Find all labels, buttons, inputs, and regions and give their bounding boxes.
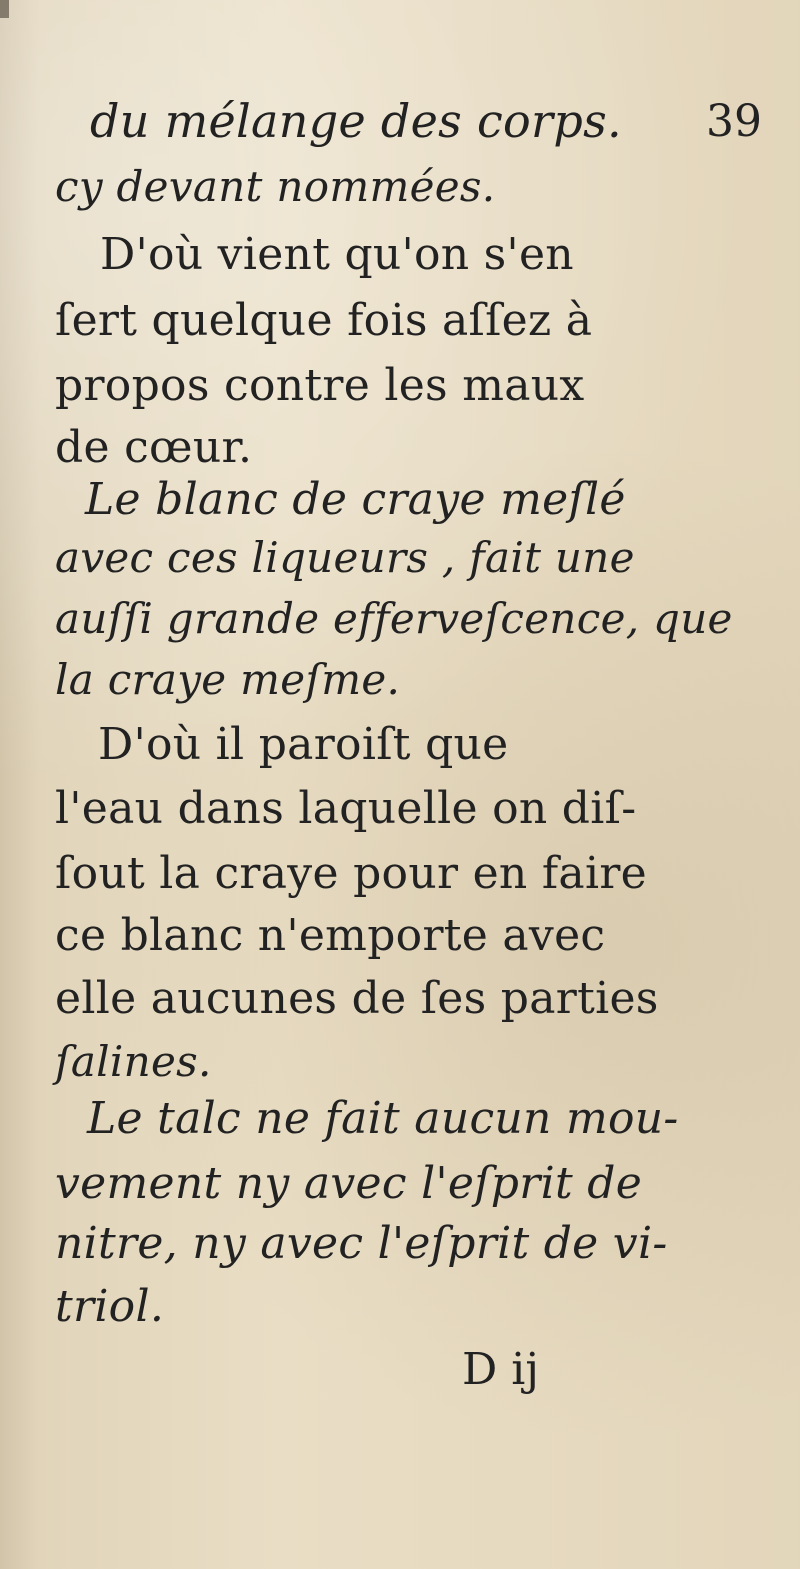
text-line-15: ſalines. — [55, 1037, 212, 1086]
page-number: 39 — [706, 96, 762, 147]
text-line-12: ſout la craye pour en faire — [55, 848, 648, 899]
text-line-6: Le blanc de craye meſlé — [85, 474, 626, 525]
text-line-18: nitre, ny avec l'eſprit de vi- — [55, 1218, 668, 1269]
text-line-7: avec ces liqueurs , fait une — [55, 533, 635, 582]
text-line-2: D'où vient qu'on s'en — [100, 229, 574, 280]
text-line-10: D'où il paroiſt que — [98, 719, 509, 770]
text-line-11: l'eau dans laquelle on diſ- — [55, 783, 637, 834]
text-line-5: de cœur. — [55, 422, 253, 473]
text-line-17: vement ny avec l'eſprit de — [55, 1158, 643, 1209]
text-line-1: cy devant nommées. — [55, 162, 496, 211]
text-line-3: ſert quelque fois aſſez à — [55, 295, 593, 346]
signature-mark: D ij — [462, 1344, 539, 1395]
running-header: du mélange des corps. — [90, 94, 622, 148]
text-line-13: ce blanc n'emporte avec — [55, 910, 606, 961]
page-edge-mark — [0, 0, 9, 18]
text-line-4: propos contre les maux — [55, 360, 585, 411]
text-line-8: auſſi grande efferveſcence, que — [55, 594, 733, 643]
text-line-16: Le talc ne fait aucun mou- — [87, 1093, 679, 1144]
text-line-9: la craye meſme. — [55, 655, 401, 704]
text-line-14: elle aucunes de ſes parties — [55, 973, 659, 1024]
text-line-19: triol. — [55, 1281, 165, 1332]
